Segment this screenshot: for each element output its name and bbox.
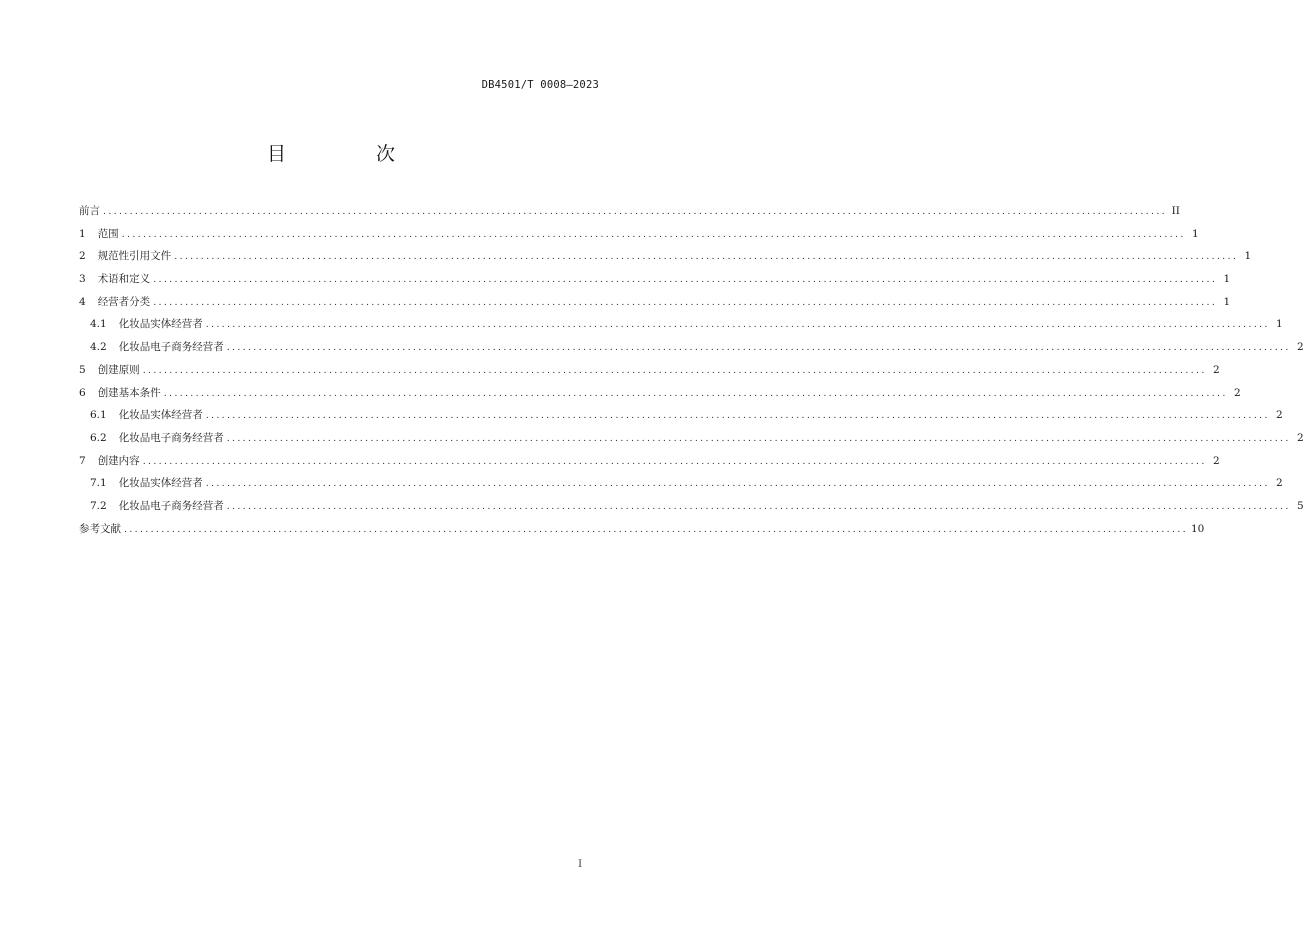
toc-entry-page: 10 — [1190, 522, 1205, 535]
toc-entry-page: 5 — [1296, 499, 1304, 512]
document-code: DB4501/T 0008—2023 — [481, 79, 599, 91]
toc-entry-number: 7 — [79, 454, 86, 467]
toc-dot-leader: ........................................................................................................................................................................................................ — [153, 296, 1218, 308]
toc-entry-number: 6 — [79, 386, 86, 399]
toc-entry[interactable] — [79, 495, 1304, 518]
toc-title: 目 次 — [266, 143, 438, 165]
toc-entry-number: 3 — [79, 273, 86, 286]
toc-entry-number: 1 — [79, 227, 86, 240]
toc-entry-label: 化妆品电子商务经营者 — [118, 431, 224, 444]
toc-entry[interactable] — [79, 382, 1241, 405]
toc-entry-label: 前言 — [79, 205, 100, 217]
toc-entry-page: 2 — [1212, 454, 1220, 467]
toc-entry-label: 创建内容 — [97, 454, 140, 467]
toc-entry-label: 化妆品实体经营者 — [118, 318, 203, 331]
toc-entry[interactable] — [79, 291, 1231, 314]
toc-dot-leader: ........................................................................................................................................................................................................ — [103, 206, 1167, 217]
toc-dot-leader: ........................................................................................................................................................................................................ — [142, 455, 1207, 467]
toc-dot-leader: ........................................................................................................................................................................................................ — [205, 478, 1270, 490]
toc-entry[interactable] — [79, 223, 1199, 246]
toc-entry[interactable] — [79, 472, 1283, 495]
toc-entry[interactable] — [79, 404, 1283, 427]
toc-entry-number: 7.2 — [90, 499, 107, 512]
toc-entry-number: 5 — [79, 363, 86, 376]
toc-entry-label: 经营者分类 — [97, 295, 151, 308]
toc-entry-page: 1 — [1191, 227, 1199, 240]
toc-entry-label: 化妆品实体经营者 — [118, 477, 203, 490]
toc-entry-page: II — [1171, 205, 1180, 217]
toc-entry-label: 范围 — [97, 227, 119, 240]
toc-entry-number: 4 — [79, 295, 86, 308]
page-number: I — [578, 858, 583, 870]
toc-entry-label: 化妆品电子商务经营者 — [118, 341, 224, 354]
toc-entry[interactable] — [79, 245, 1252, 268]
toc-dot-leader: ........................................................................................................................................................................................................ — [174, 251, 1239, 263]
toc-entry-page: 1 — [1275, 318, 1283, 331]
toc-entry-page: 1 — [1244, 250, 1252, 263]
toc-entry-page: 2 — [1296, 341, 1304, 354]
toc-entry-number: 2 — [79, 250, 86, 263]
toc-entry[interactable] — [79, 313, 1283, 336]
toc-entry-number: 6.2 — [90, 431, 107, 444]
toc-entry-number: 7.1 — [90, 477, 107, 490]
toc-entry-page: 2 — [1296, 431, 1304, 444]
toc-entry[interactable] — [79, 427, 1304, 450]
toc-entry-number: 6.1 — [90, 409, 107, 422]
toc-dot-leader: ........................................................................................................................................................................................................ — [226, 342, 1291, 354]
toc-entry-label: 术语和定义 — [97, 273, 151, 286]
toc-entry[interactable] — [79, 336, 1304, 359]
toc-entry-page: 2 — [1233, 386, 1241, 399]
toc-dot-leader: ........................................................................................................................................................................................................ — [163, 387, 1228, 399]
toc-entry[interactable] — [79, 268, 1231, 291]
toc-dot-leader: ........................................................................................................................................................................................................ — [142, 364, 1207, 376]
toc-entry-label: 化妆品实体经营者 — [118, 409, 203, 422]
toc-entry-page: 1 — [1223, 295, 1231, 308]
toc-entry-label: 规范性引用文件 — [97, 250, 172, 263]
toc-entry-page: 1 — [1223, 273, 1231, 286]
toc-entry-number: 4.1 — [90, 318, 107, 331]
toc-entry-page: 2 — [1212, 363, 1220, 376]
toc-dot-leader: ........................................................................................................................................................................................................ — [226, 500, 1291, 512]
toc-entry[interactable] — [79, 200, 1180, 223]
toc-dot-leader: ........................................................................................................................................................................................................ — [153, 274, 1218, 286]
toc-entry-label: 参考文献 — [79, 522, 121, 535]
toc-entry[interactable] — [79, 359, 1220, 382]
toc-entry-number: 4.2 — [90, 341, 107, 354]
toc-entry-page: 2 — [1275, 409, 1283, 422]
toc-entry-label: 创建原则 — [97, 363, 140, 376]
table-of-contents — [79, 200, 1304, 540]
toc-dot-leader: ........................................................................................................................................................................................................ — [205, 319, 1270, 331]
toc-entry-label: 化妆品电子商务经营者 — [118, 499, 224, 512]
toc-entry-label: 创建基本条件 — [97, 386, 161, 399]
toc-dot-leader: ........................................................................................................................................................................................................ — [205, 410, 1270, 422]
toc-entry[interactable] — [79, 518, 1205, 541]
toc-entry-page: 2 — [1275, 477, 1283, 490]
toc-dot-leader: ........................................................................................................................................................................................................ — [121, 228, 1186, 240]
toc-dot-leader: ........................................................................................................................................................................................................ — [226, 432, 1291, 444]
toc-entry[interactable] — [79, 450, 1220, 473]
toc-dot-leader: ........................................................................................................................................................................................................ — [124, 523, 1188, 535]
